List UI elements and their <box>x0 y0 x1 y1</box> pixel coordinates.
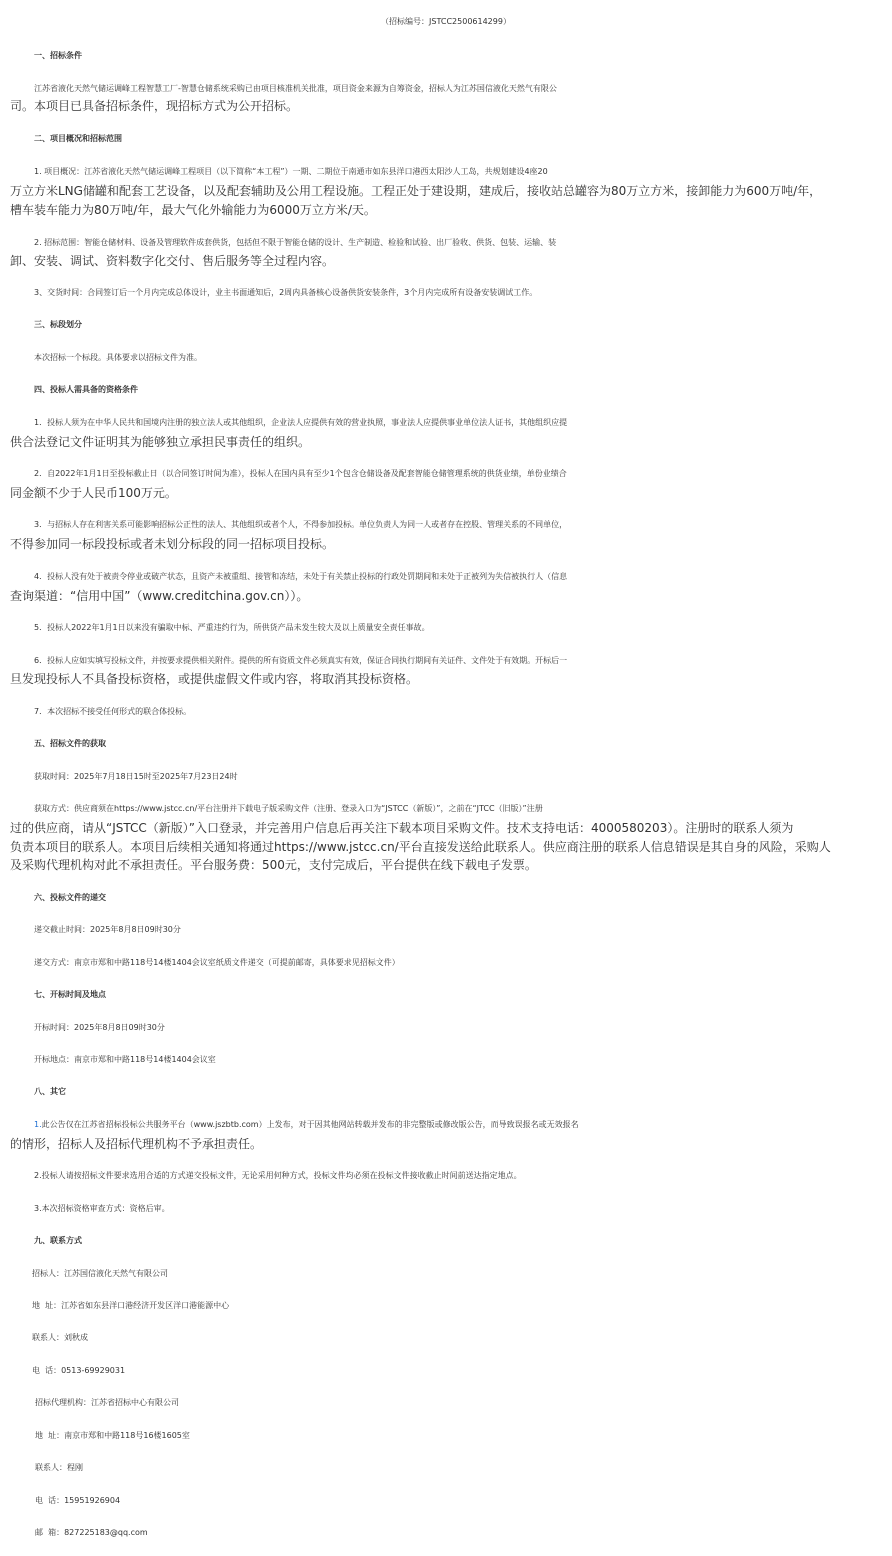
paragraph-line: 卸、安装、调试、资料数字化交付、售后服务等全过程内容。 <box>10 254 335 268</box>
paragraph-line: 及采购代理机构对此不承担责任。平台服务费：500元，支付完成后，平台提供在线下载电子发票。 <box>10 858 537 872</box>
section-heading-3: 三、标段划分 <box>34 320 82 329</box>
paragraph-line: 江苏省液化天然气储运调峰工程智慧工厂-智慧仓储系统采购已由项目核准机关批准，项目资金来源为自筹资金，招标人为江苏国信液化天然气有限公 <box>34 84 557 93</box>
item-number: 1. <box>34 1120 42 1129</box>
contact-row: 联系人：程刚 <box>35 1463 83 1472</box>
paragraph-line: 司。本项目已具备招标条件，现招标方式为公开招标。 <box>10 99 299 113</box>
paragraph-line: 递交截止时间：2025年8月8日09时30分 <box>34 925 181 934</box>
other-item-1 <box>34 1117 892 1133</box>
section-heading-2: 二、项目概况和招标范围 <box>34 134 122 143</box>
paragraph-line: 万立方米LNG储罐和配套工艺设备，以及配套辅助及公用工程设施。工程正处于建设期，建成后，接收站总罐容为80万立方米，接卸能力为600万吨/年， <box>10 184 822 198</box>
paragraph-line: 不得参加同一标段投标或者未划分标段的同一招标项目投标。 <box>10 537 335 551</box>
contact-row: 地 址：江苏省如东县洋口港经济开发区洋口港能源中心 <box>32 1301 230 1310</box>
paragraph-line: 旦发现投标人不具备投标资格，或提供虚假文件或内容，将取消其投标资格。 <box>10 672 419 686</box>
paragraph-line: 本次招标一个标段。具体要求以招标文件为准。 <box>34 353 202 362</box>
section-heading-4: 四、投标人需具备的资格条件 <box>34 385 138 394</box>
paragraph-line: 此公告仅在江苏省招标投标公共服务平台（www.jszbtb.com）上发布，对于因其他网站转载并发布的非完整版或修改版公告，而导致误报名或无效报名 <box>41 1120 579 1129</box>
paragraph-line: 槽车装车能力为80万吨/年，最大气化外输能力为6000万立方米/天。 <box>10 203 376 217</box>
paragraph-line: 获取时间：2025年7月18日15时至2025年7月23日24时 <box>34 772 238 781</box>
paragraph-line: 2．自2022年1月1日至投标截止日（以合同签订时间为准），投标人在国内具有至少1个包含仓储设备及配套智能仓储管理系统的供货业绩，单份业绩合 <box>34 469 567 478</box>
paragraph-line: 3、交货时间：合同签订后一个月内完成总体设计，业主书面通知后，2周内具备核心设备供货安装条件，3个月内完成所有设备安装调试工作。 <box>34 288 538 297</box>
contact-row: 地 址：南京市郑和中路118号16楼1605室 <box>35 1431 190 1440</box>
paragraph-line: 开标时间：2025年8月8日09时30分 <box>34 1023 165 1032</box>
contact-row: 联系人：刘秋成 <box>32 1333 88 1342</box>
paragraph-line: 1．投标人须为在中华人民共和国境内注册的独立法人或其他组织，企业法人应提供有效的营业执照，事业法人应提供事业单位法人证书，其他组织应提 <box>34 418 568 427</box>
paragraph-line: 过的供应商，请从“JSTCC（新版）”入口登录，并完善用户信息后再关注下载本项目采购文件。技术支持电话：4000580203）。注册时的联系人须为 <box>10 821 794 835</box>
section-heading-5: 五、招标文件的获取 <box>34 739 106 748</box>
contact-row: 邮 箱：827225183@qq.com <box>35 1528 148 1537</box>
contact-row: 电 话：0513-69929031 <box>32 1366 126 1375</box>
paragraph-line: 1. 项目概况：江苏省液化天然气储运调峰工程项目（以下简称“本工程”）一期、二期位于南通市如东县洋口港西太阳沙人工岛，共规划建设4座20 <box>34 167 548 176</box>
section-heading-8: 八、其它 <box>34 1087 66 1096</box>
paragraph-line: 7．本次招标不接受任何形式的联合体投标。 <box>34 707 192 716</box>
paragraph-line: 3.本次招标资格审查方式：资格后审。 <box>34 1204 170 1213</box>
paragraph-line: 2. 招标范围：智能仓储材料、设备及管理软件成套供货，包括但不限于智能仓储的设计、生产制造、检验和试验、出厂验收、供货、包装、运输、装 <box>34 238 557 247</box>
paragraph-line: 开标地点：南京市郑和中路118号14楼1404会议室 <box>34 1055 216 1064</box>
contact-row: 招标代理机构：江苏省招标中心有限公司 <box>35 1398 179 1407</box>
paragraph-line: 获取方式：供应商须在https://www.jstcc.cn/平台注册并下载电子版采购文件（注册、登录入口为“JSTCC（新版）”，之前在“JTCC（旧版）”注册 <box>34 804 543 813</box>
paragraph-line: 6．投标人应如实填写投标文件，并按要求提供相关附件。提供的所有资质文件必须真实有效，保证合同执行期间有关证件、文件处于有效期。开标后一 <box>34 656 568 665</box>
paragraph-line: 的情形，招标人及招标代理机构不予承担责任。 <box>10 1137 263 1151</box>
paragraph-line: 负责本项目的联系人。本项目后续相关通知将通过https://www.jstcc.cn/平台直接发送给此联系人。供应商注册的联系人信息错误是其自身的风险，采购人 <box>10 840 831 854</box>
paragraph-line: 查询渠道：“信用中国”（www.creditchina.gov.cn））。 <box>10 589 309 603</box>
paragraph-line: 3．与招标人存在利害关系可能影响招标公正性的法人、其他组织或者个人，不得参加投标。单位负责人为同一人或者存在控股、管理关系的不同单位， <box>34 520 568 529</box>
contact-row: 电 话：15951926904 <box>35 1496 121 1505</box>
tender-number: （招标编号：JSTCC2500614299） <box>381 17 511 26</box>
section-heading-9: 九、联系方式 <box>34 1236 82 1245</box>
contact-row: 招标人：江苏国信液化天然气有限公司 <box>32 1269 168 1278</box>
section-heading-1: 一、招标条件 <box>34 51 82 60</box>
paragraph-line: 同金额不少于人民币100万元。 <box>10 486 177 500</box>
paragraph-line: 5．投标人2022年1月1日以来没有骗取中标、严重违约行为，所供货产品未发生较大及以上质量安全责任事故。 <box>34 623 430 632</box>
paragraph-line: 4．投标人没有处于被责令停业或破产状态，且资产未被重组、接管和冻结，未处于有关禁止投标的行政处罚期间和未处于正被列为失信被执行人（信息 <box>34 572 568 581</box>
paragraph-line: 递交方式：南京市郑和中路118号14楼1404会议室纸质文件递交（可提前邮寄，具体要求见招标文件） <box>34 958 400 967</box>
paragraph-line: 供合法登记文件证明其为能够独立承担民事责任的组织。 <box>10 435 311 449</box>
section-heading-6: 六、投标文件的递交 <box>34 893 106 902</box>
section-heading-7: 七、开标时间及地点 <box>34 990 106 999</box>
paragraph-line: 2.投标人请按招标文件要求选用合适的方式递交投标文件，无论采用何种方式，投标文件均必须在投标文件接收截止时间前送达指定地点。 <box>34 1171 522 1180</box>
